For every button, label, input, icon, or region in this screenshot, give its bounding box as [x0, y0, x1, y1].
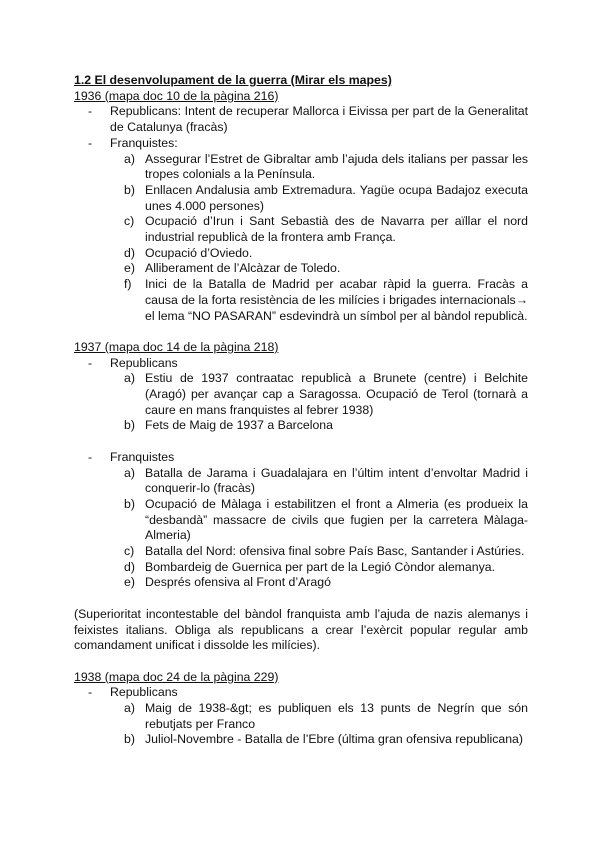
item-label: Franquistes [110, 449, 175, 464]
sublist-republicans-1938 [74, 701, 528, 748]
list-item-franquistes-1936 [74, 136, 528, 152]
item-text: Ocupació d’Irun i Sant Sebastià des de Navarra per aïllar el nord industrial republicà de la frontera amb França. [145, 214, 528, 245]
item-marker: e) [124, 575, 135, 590]
heading-1936: 1936 (mapa doc 10 de la pàgina 216) [74, 88, 279, 103]
list-item [74, 497, 528, 544]
list-item [74, 261, 528, 277]
item-marker: f) [124, 277, 132, 292]
dash-marker: - [88, 135, 93, 150]
document-page [74, 73, 528, 748]
dash-marker: - [88, 104, 93, 119]
item-text: Assegurar l’Estret de Gibraltar amb l’ajuda dels italians per passar les tropes colonials a la Península. [145, 151, 528, 182]
sublist-franquistes-1936 [74, 152, 528, 325]
list-item [74, 246, 528, 262]
list-item [74, 701, 528, 732]
list-item-republicans-1938 [74, 685, 528, 701]
heading-1938: 1938 (mapa doc 24 de la pàgina 229) [74, 669, 279, 684]
dash-marker: - [88, 449, 93, 464]
item-text: Batalla del Nord: ofensiva final sobre País Basc, Santander i Astúries. [145, 544, 525, 559]
item-label: Franquistes: [110, 135, 178, 150]
dash-marker: - [88, 685, 93, 700]
blank-line [74, 591, 528, 607]
item-marker: c) [124, 214, 135, 229]
item-marker: a) [124, 465, 135, 480]
item-text: Ocupació de Màlaga i estabilitzen el front a Almeria (es produeix la “desbandà” massacre de civils que fugien per la carretera Màlaga-Almeria) [145, 496, 528, 543]
item-marker: b) [124, 496, 135, 511]
item-marker: c) [124, 544, 135, 559]
section-title: 1.2 El desenvolupament de la guerra (Mirar els mapes) [74, 73, 392, 87]
list-item [74, 732, 528, 748]
item-marker: b) [124, 182, 135, 197]
item-marker: b) [124, 418, 135, 433]
list-item [74, 277, 528, 324]
blank-line [74, 434, 528, 450]
list-item [74, 575, 528, 591]
list-item [74, 371, 528, 418]
list-item [74, 466, 528, 497]
list-item [74, 418, 528, 434]
item-text: Inici de la Batalla de Madrid per acabar ràpid la guerra. Fracàs a causa de la forta resistència de les milícies i brigades internacionals→ el lema “NO PASARAN” esdevindrà un símbol per al bàndol republicà. [145, 277, 528, 323]
item-marker: a) [124, 701, 135, 716]
blank-line [74, 324, 528, 340]
list-item [74, 183, 528, 214]
item-text: Batalla de Jarama i Guadalajara en l’últim intent d’envoltar Madrid i conquerir-lo (fracàs) [145, 465, 528, 496]
list-item [74, 560, 528, 576]
item-text: Després ofensiva al Front d’Aragó [145, 575, 331, 590]
item-text: Fets de Maig de 1937 a Barcelona [145, 418, 333, 433]
list-item-republicans-1936 [74, 104, 528, 135]
item-text: Republicans: Intent de recuperar Mallorca i Eivissa per part de la Generalitat de Catalunya (fracàs) [110, 104, 528, 135]
item-text: Alliberament de l’Alcàzar de Toledo. [145, 261, 341, 276]
list-item [74, 544, 528, 560]
item-text: Maig de 1938-&gt; es publiquen els 13 punts de Negrín que són rebutjats per Franco [145, 701, 528, 731]
item-marker: d) [124, 559, 135, 574]
item-text: Ocupació d’Oviedo. [145, 245, 253, 260]
list-1936 [74, 104, 528, 151]
list-item [74, 214, 528, 245]
item-label: Republicans [110, 685, 178, 700]
item-marker: a) [124, 371, 135, 386]
heading-1937: 1937 (mapa doc 14 de la pàgina 218) [74, 339, 279, 354]
item-marker: b) [124, 732, 135, 747]
blank-line [74, 654, 528, 670]
item-label: Republicans [110, 355, 178, 370]
dash-marker: - [88, 355, 93, 370]
item-marker: e) [124, 261, 135, 276]
item-text: Estiu de 1937 contraatac republicà a Brunete (centre) i Belchite (Aragó) per avançar cap a Saragossa. Ocupació de Terol (tornarà a caure en mans franquistes al febrer 1938) [145, 371, 528, 417]
list-1937-franquistes [74, 450, 528, 466]
sublist-franquistes-1937 [74, 466, 528, 592]
list-1937-republicans [74, 356, 528, 372]
item-text: Enllacen Andalusia amb Extremadura. Yagüe ocupa Badajoz executa unes 4.000 persones) [145, 182, 528, 213]
list-item-republicans-1937 [74, 356, 528, 372]
note-paragraph: (Superioritat incontestable del bàndol franquista amb l’ajuda de nazis alemanys i feixistes italians. Obliga als republicans a crear l’exèrcit popular regular amb comandament unificat i dissolde les milícies). [74, 606, 528, 653]
list-item-franquistes-1937 [74, 450, 528, 466]
item-marker: a) [124, 151, 135, 166]
item-marker: d) [124, 245, 135, 260]
list-item [74, 152, 528, 183]
list-1938-republicans [74, 685, 528, 701]
item-text: Juliol-Novembre - Batalla de l’Ebre (última gran ofensiva republicana) [145, 732, 523, 747]
sublist-republicans-1937 [74, 371, 528, 434]
item-text: Bombardeig de Guernica per part de la Legió Còndor alemanya. [145, 559, 495, 574]
